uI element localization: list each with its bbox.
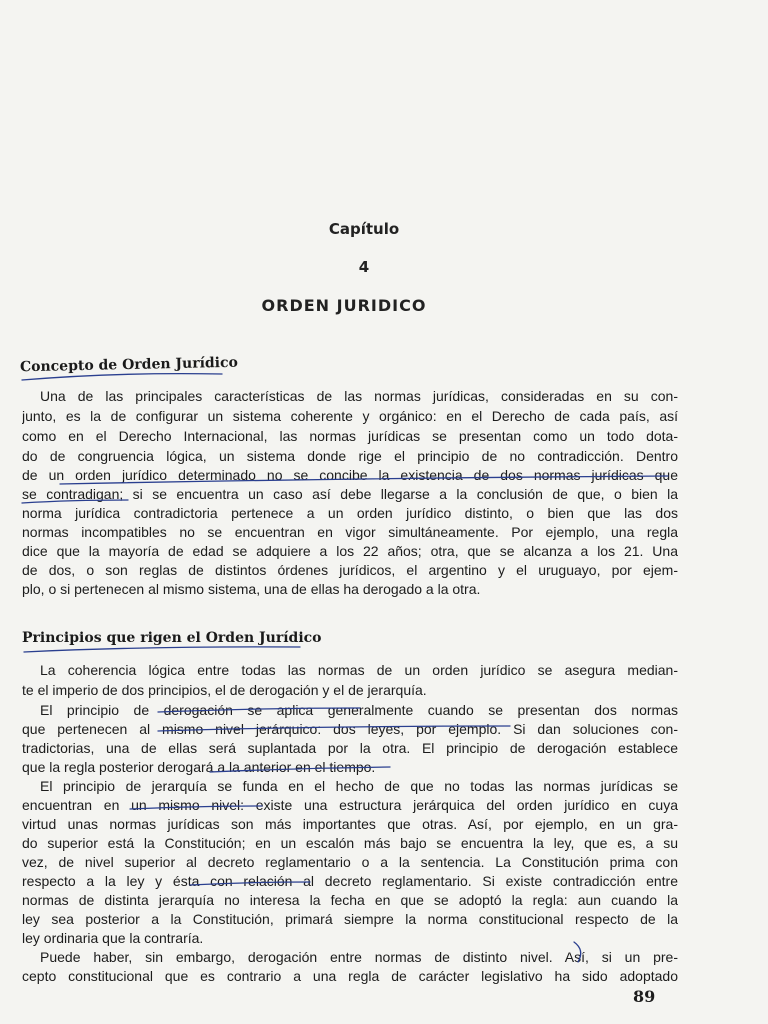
paragraph-line: cepto constitucional que es contrario a una regla de carácter legislativo ha sido adoptado bbox=[22, 968, 678, 984]
paragraph-line: respecto a la ley y ésta con relación al decreto reglamentario. Si existe contradicción entre bbox=[22, 873, 678, 889]
page-number: 89 bbox=[633, 987, 656, 1006]
paragraph-line: junto, es la de configurar un sistema coherente y orgánico: en el Derecho de cada país, así bbox=[22, 408, 678, 424]
paragraph-line: encuentran en un mismo nivel: existe una estructura jerárquica del orden jurídico en cuya bbox=[22, 797, 678, 813]
paragraph-line: normas incompatibles no se encuentran en vigor simultáneamente. Por ejemplo, una regla bbox=[22, 524, 678, 540]
paragraph-line: norma jurídica contradictoria pertenece a un orden jurídico distinto, o bien que las dos bbox=[22, 505, 678, 521]
paragraph-line: que pertenecen al mismo nivel jerárquico: dos leyes, por ejemplo. Si dan soluciones con- bbox=[22, 721, 678, 737]
section-heading-principios: Principios que rigen el Orden Jurídico bbox=[22, 630, 322, 646]
paragraph-line: ley ordinaria que la contraría. bbox=[22, 930, 204, 946]
paragraph-line: El principio de jerarquía se funda en el hecho de que no todas las normas jurídicas se bbox=[40, 778, 678, 794]
section-heading-concepto: Concepto de Orden Jurídico bbox=[19, 354, 239, 376]
paragraph-line: normas de distinta jerarquía no interesa la fecha en que se adoptó la regla: aun cuando la bbox=[22, 892, 678, 908]
paragraph-line: que la regla posterior derogará a la anterior en el tiempo. bbox=[22, 759, 376, 775]
paragraph-line: tradictorias, una de ellas será suplantada por la otra. El principio de derogación establece bbox=[22, 740, 678, 756]
pen-underline bbox=[24, 647, 300, 652]
paragraph-line: do de congruencia lógica, un sistema donde rige el principio de no contradicción. Dentro bbox=[22, 448, 678, 464]
chapter-label: Capítulo bbox=[328, 220, 400, 238]
paragraph-line: vez, de nivel superior al decreto reglamentario o a la sentencia. La Constitución prima con bbox=[22, 854, 678, 870]
paragraph-line: La coherencia lógica entre todas las normas de un orden jurídico se asegura median- bbox=[40, 662, 678, 678]
paragraph-line: ley sea posterior a la Constitución, primará siempre la norma constitucional respecto de la bbox=[22, 911, 678, 927]
paragraph-line: virtud unas normas jurídicas son más importantes que otras. Así, por ejemplo, en un gra- bbox=[22, 816, 678, 832]
paragraph-line: El principio de derogación se aplica generalmente cuando se presentan dos normas bbox=[40, 702, 678, 718]
paragraph-line: como en el Derecho Internacional, las normas jurídicas se presentan como un todo dota- bbox=[22, 428, 678, 444]
paragraph-line: te el imperio de dos principios, el de derogación y el de jerarquía. bbox=[22, 682, 427, 698]
paragraph-line: Puede haber, sin embargo, derogación entre normas de distinto nivel. Así, si un pre- bbox=[40, 949, 678, 965]
paragraph-line: de un orden jurídico determinado no se concibe la existencia de dos normas jurídicas que bbox=[22, 467, 678, 483]
chapter-title: ORDEN JURIDICO bbox=[261, 296, 427, 315]
paragraph-line: Una de las principales características de las normas jurídicas, consideradas en su con- bbox=[40, 388, 678, 404]
paragraph-line: dice que la mayoría de edad se adquiere a los 22 años; otra, que se alcanza a los 21. Una bbox=[22, 543, 678, 559]
paragraph-line: se contradigan; si se encuentra un caso así debe llegarse a la conclusión de que, o bien la bbox=[22, 486, 678, 502]
paragraph-line: do superior está la Constitución; en un escalón más bajo se encuentra la ley, que es, a su bbox=[22, 835, 678, 851]
paragraph-line: plo, o si pertenecen al mismo sistema, una de ellas ha derogado a la otra. bbox=[22, 581, 481, 597]
paragraph-line: de dos, o son reglas de distintos órdenes jurídicos, el argentino y el uruguayo, por ejem- bbox=[22, 562, 678, 578]
chapter-number: 4 bbox=[358, 258, 370, 276]
